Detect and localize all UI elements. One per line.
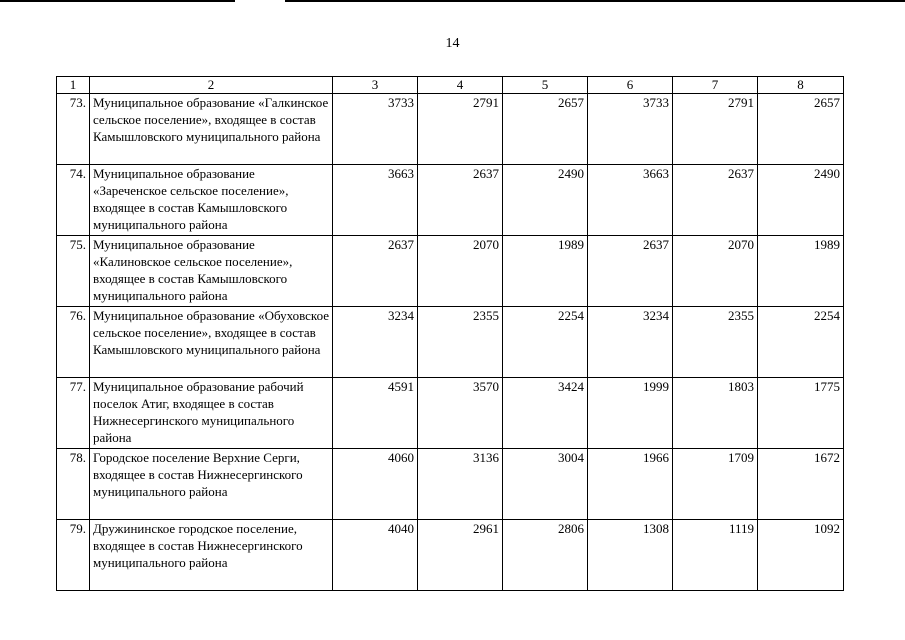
table-row: [57, 378, 844, 449]
municipality-name: Муниципальное образование «Галкинское сельское поселение», входящее в состав Камышловского муниципального района: [90, 94, 333, 165]
value-cell: 3733: [588, 94, 673, 165]
data-table: [56, 76, 844, 591]
value-cell: 2657: [758, 94, 844, 165]
value-cell: 2657: [503, 94, 588, 165]
row-number: 78.: [57, 449, 90, 520]
value-cell: 3136: [418, 449, 503, 520]
page-number: 14: [445, 36, 460, 51]
value-cell: 3234: [588, 307, 673, 378]
value-cell: 1119: [673, 520, 758, 591]
value-cell: 1966: [588, 449, 673, 520]
row-number: 77.: [57, 378, 90, 449]
value-cell: 1989: [503, 236, 588, 307]
column-header: 7: [673, 77, 758, 94]
value-cell: 2490: [503, 165, 588, 236]
value-cell: 3424: [503, 378, 588, 449]
value-cell: 3663: [588, 165, 673, 236]
value-cell: 1999: [588, 378, 673, 449]
value-cell: 2791: [418, 94, 503, 165]
table-row: [57, 520, 844, 591]
municipality-name: Муниципальное образование «Калиновское сельское поселение», входящее в состав Камышловского муниципального района: [90, 236, 333, 307]
value-cell: 2791: [673, 94, 758, 165]
table-row: [57, 236, 844, 307]
top-scan-line-left: [0, 0, 235, 2]
value-cell: 2961: [418, 520, 503, 591]
value-cell: 2254: [503, 307, 588, 378]
table-row: [57, 94, 844, 165]
value-cell: 3663: [333, 165, 418, 236]
value-cell: 4060: [333, 449, 418, 520]
municipality-name: Муниципальное образование «Зареченское сельское поселение», входящее в состав Камышловского муниципального района: [90, 165, 333, 236]
municipality-name: Муниципальное образование «Обуховское сельское поселение», входящее в состав Камышловского муниципального района: [90, 307, 333, 378]
value-cell: 2490: [758, 165, 844, 236]
value-cell: 4040: [333, 520, 418, 591]
value-cell: 1775: [758, 378, 844, 449]
value-cell: 4591: [333, 378, 418, 449]
table-row: [57, 307, 844, 378]
value-cell: 2637: [588, 236, 673, 307]
municipality-name: Муниципальное образование рабочий поселок Атиг, входящее в состав Нижнесергинского муниципального района: [90, 378, 333, 449]
column-header: 4: [418, 77, 503, 94]
column-header: 3: [333, 77, 418, 94]
table-body: [57, 77, 844, 591]
value-cell: 2254: [758, 307, 844, 378]
value-cell: 3004: [503, 449, 588, 520]
row-number: 79.: [57, 520, 90, 591]
column-header: 2: [90, 77, 333, 94]
value-cell: 2806: [503, 520, 588, 591]
value-cell: 2637: [673, 165, 758, 236]
value-cell: 3570: [418, 378, 503, 449]
value-cell: 1803: [673, 378, 758, 449]
value-cell: 3733: [333, 94, 418, 165]
column-number-row: [57, 77, 844, 94]
value-cell: 2637: [418, 165, 503, 236]
column-header: 8: [758, 77, 844, 94]
value-cell: 1308: [588, 520, 673, 591]
value-cell: 2355: [418, 307, 503, 378]
value-cell: 1989: [758, 236, 844, 307]
municipality-name: Городское поселение Верхние Серги, входящее в состав Нижнесергинского муниципального района: [90, 449, 333, 520]
value-cell: 2355: [673, 307, 758, 378]
value-cell: 1092: [758, 520, 844, 591]
row-number: 73.: [57, 94, 90, 165]
row-number: 76.: [57, 307, 90, 378]
value-cell: 3234: [333, 307, 418, 378]
column-header: 6: [588, 77, 673, 94]
top-scan-line-right: [285, 0, 905, 2]
value-cell: 1709: [673, 449, 758, 520]
value-cell: 2637: [333, 236, 418, 307]
value-cell: 2070: [418, 236, 503, 307]
municipality-name: Дружининское городское поселение, входящее в состав Нижнесергинского муниципального района: [90, 520, 333, 591]
row-number: 74.: [57, 165, 90, 236]
value-cell: 1672: [758, 449, 844, 520]
table-row: [57, 165, 844, 236]
table-row: [57, 449, 844, 520]
row-number: 75.: [57, 236, 90, 307]
column-header: 1: [57, 77, 90, 94]
value-cell: 2070: [673, 236, 758, 307]
column-header: 5: [503, 77, 588, 94]
